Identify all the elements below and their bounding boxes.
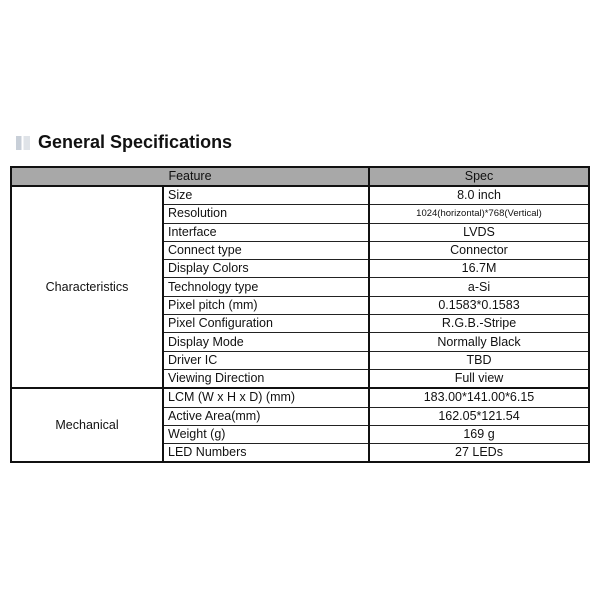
spec-cell: a-Si — [369, 278, 589, 296]
feature-cell: Connect type — [163, 241, 369, 259]
spec-cell: 183.00*141.00*6.15 — [369, 388, 589, 407]
feature-cell: Resolution — [163, 205, 369, 223]
spec-cell: Full view — [369, 369, 589, 388]
spec-cell: R.G.B.-Stripe — [369, 315, 589, 333]
feature-cell: Pixel pitch (mm) — [163, 296, 369, 314]
feature-cell: Technology type — [163, 278, 369, 296]
spec-cell: Connector — [369, 241, 589, 259]
feature-cell: LCM (W x H x D) (mm) — [163, 388, 369, 407]
feature-cell: Weight (g) — [163, 425, 369, 443]
section-heading — [16, 132, 232, 153]
specifications-table — [10, 166, 590, 463]
feature-cell: Display Colors — [163, 260, 369, 278]
group-label: Characteristics — [11, 186, 163, 388]
feature-cell: Viewing Direction — [163, 369, 369, 388]
spec-cell: 0.1583*0.1583 — [369, 296, 589, 314]
feature-cell: Display Mode — [163, 333, 369, 351]
table-row — [11, 388, 589, 407]
spec-cell: 162.05*121.54 — [369, 407, 589, 425]
spec-cell: 27 LEDs — [369, 444, 589, 463]
feature-cell: LED Numbers — [163, 444, 369, 463]
spec-cell: LVDS — [369, 223, 589, 241]
spec-cell: TBD — [369, 351, 589, 369]
feature-cell: Pixel Configuration — [163, 315, 369, 333]
header-spec: Spec — [369, 167, 589, 186]
spec-cell: 169 g — [369, 425, 589, 443]
feature-cell: Interface — [163, 223, 369, 241]
page-title: General Specifications — [38, 132, 233, 152]
feature-cell: Size — [163, 186, 369, 205]
spec-cell: 1024(horizontal)*768(Vertical) — [369, 205, 589, 223]
feature-cell: Driver IC — [163, 351, 369, 369]
table-row — [11, 186, 589, 205]
spec-cell: Normally Black — [369, 333, 589, 351]
spec-cell: 16.7M — [369, 260, 589, 278]
header-feature: Feature — [11, 167, 369, 186]
spec-cell: 8.0 inch — [369, 186, 589, 205]
section-icon — [16, 136, 30, 150]
group-label: Mechanical — [11, 388, 163, 462]
feature-cell: Active Area(mm) — [163, 407, 369, 425]
